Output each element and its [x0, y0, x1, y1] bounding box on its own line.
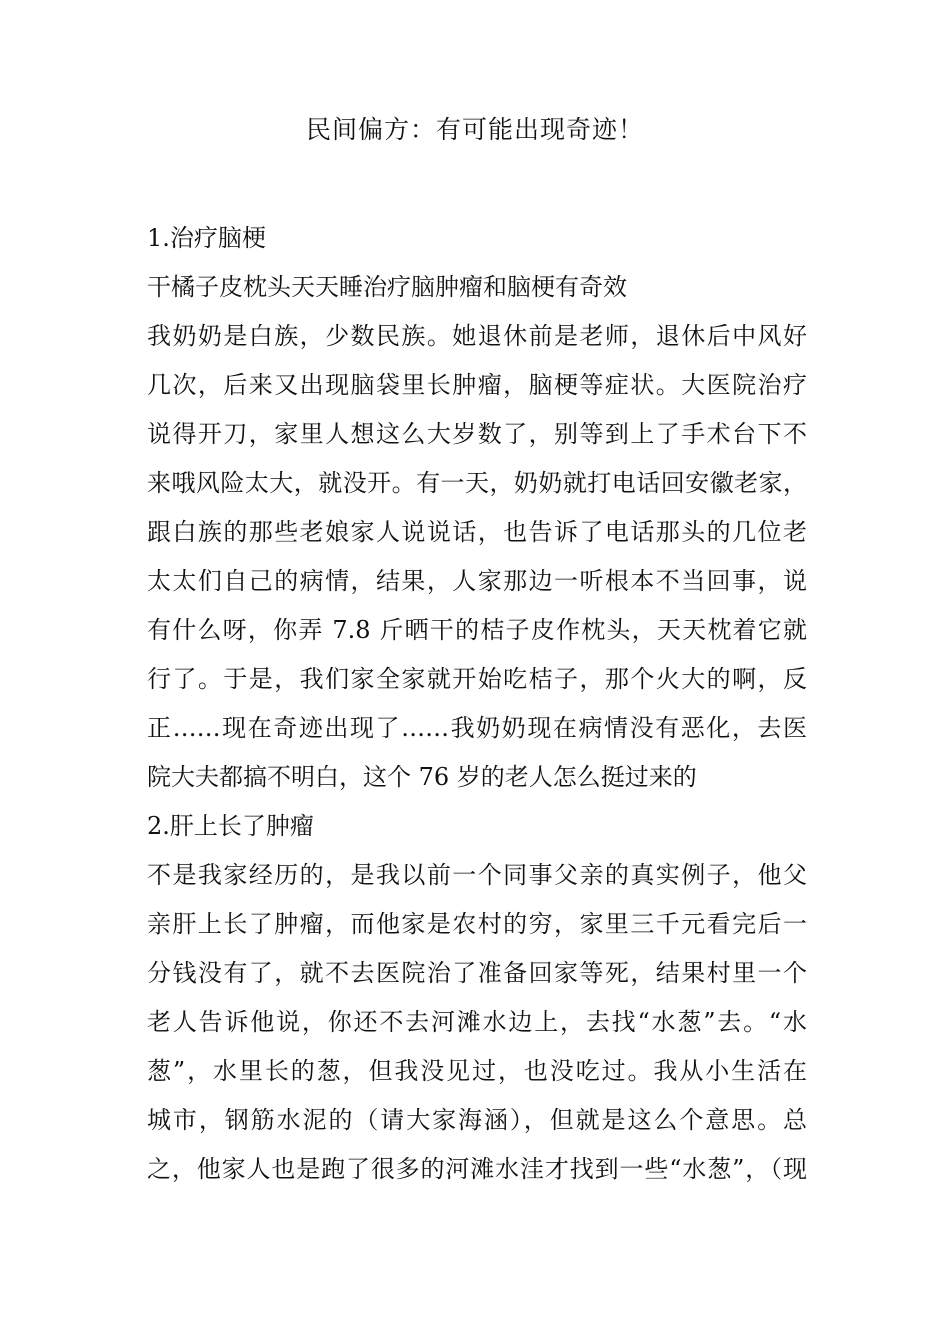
paragraph-line: 分钱没有了，就不去医院治了准备回家等死，结果村里一个	[147, 959, 807, 987]
paragraph-line: 行了。于是，我们家全家就开始吃桔子，那个火大的啊，反	[147, 665, 807, 693]
paragraph-line: 正……现在奇迹出现了……我奶奶现在病情没有恶化，去医	[147, 714, 807, 742]
document-body	[147, 214, 807, 1194]
paragraph-line: 城市，钢筋水泥的（请大家海涵），但就是这么个意思。总	[147, 1106, 807, 1134]
document-title: 民间偏方：有可能出现奇迹！	[305, 115, 644, 144]
paragraph-line: 之，他家人也是跑了很多的河滩水洼才找到一些“水葱”，（现	[147, 1155, 807, 1183]
paragraph-line: 院大夫都搞不明白，这个 76 岁的老人怎么挺过来的	[147, 763, 697, 791]
paragraph-line: 亲肝上长了肿瘤，而他家是农村的穷，家里三千元看完后一	[147, 910, 807, 938]
paragraph-line: 我奶奶是白族，少数民族。她退休前是老师，退休后中风好	[147, 322, 807, 350]
paragraph-line: 说得开刀，家里人想这么大岁数了，别等到上了手术台下不	[147, 420, 807, 448]
paragraph-line: 几次，后来又出现脑袋里长肿瘤，脑梗等症状。大医院治疗	[147, 371, 807, 399]
paragraph-line: 有什么呀，你弄 7.8 斤晒干的桔子皮作枕头，天天枕着它就	[147, 616, 807, 644]
paragraph-line: 来哦风险太大，就没开。有一天，奶奶就打电话回安徽老家，	[147, 469, 807, 497]
paragraph-line: 跟白族的那些老娘家人说说话，也告诉了电话那头的几位老	[147, 518, 807, 546]
section-subtitle-1: 干橘子皮枕头天天睡治疗脑肿瘤和脑梗有奇效	[147, 273, 627, 301]
section-heading-1: 1.治疗脑梗	[147, 224, 266, 252]
paragraph-line: 太太们自己的病情，结果，人家那边一听根本不当回事，说	[147, 567, 807, 595]
paragraph-line: 不是我家经历的，是我以前一个同事父亲的真实例子，他父	[147, 861, 807, 889]
paragraph-line: 葱”，水里长的葱，但我没见过，也没吃过。我从小生活在	[147, 1057, 807, 1085]
paragraph-line: 老人告诉他说，你还不去河滩水边上，去找“水葱”去。“水	[147, 1008, 807, 1036]
section-heading-2: 2.肝上长了肿瘤	[147, 812, 314, 840]
